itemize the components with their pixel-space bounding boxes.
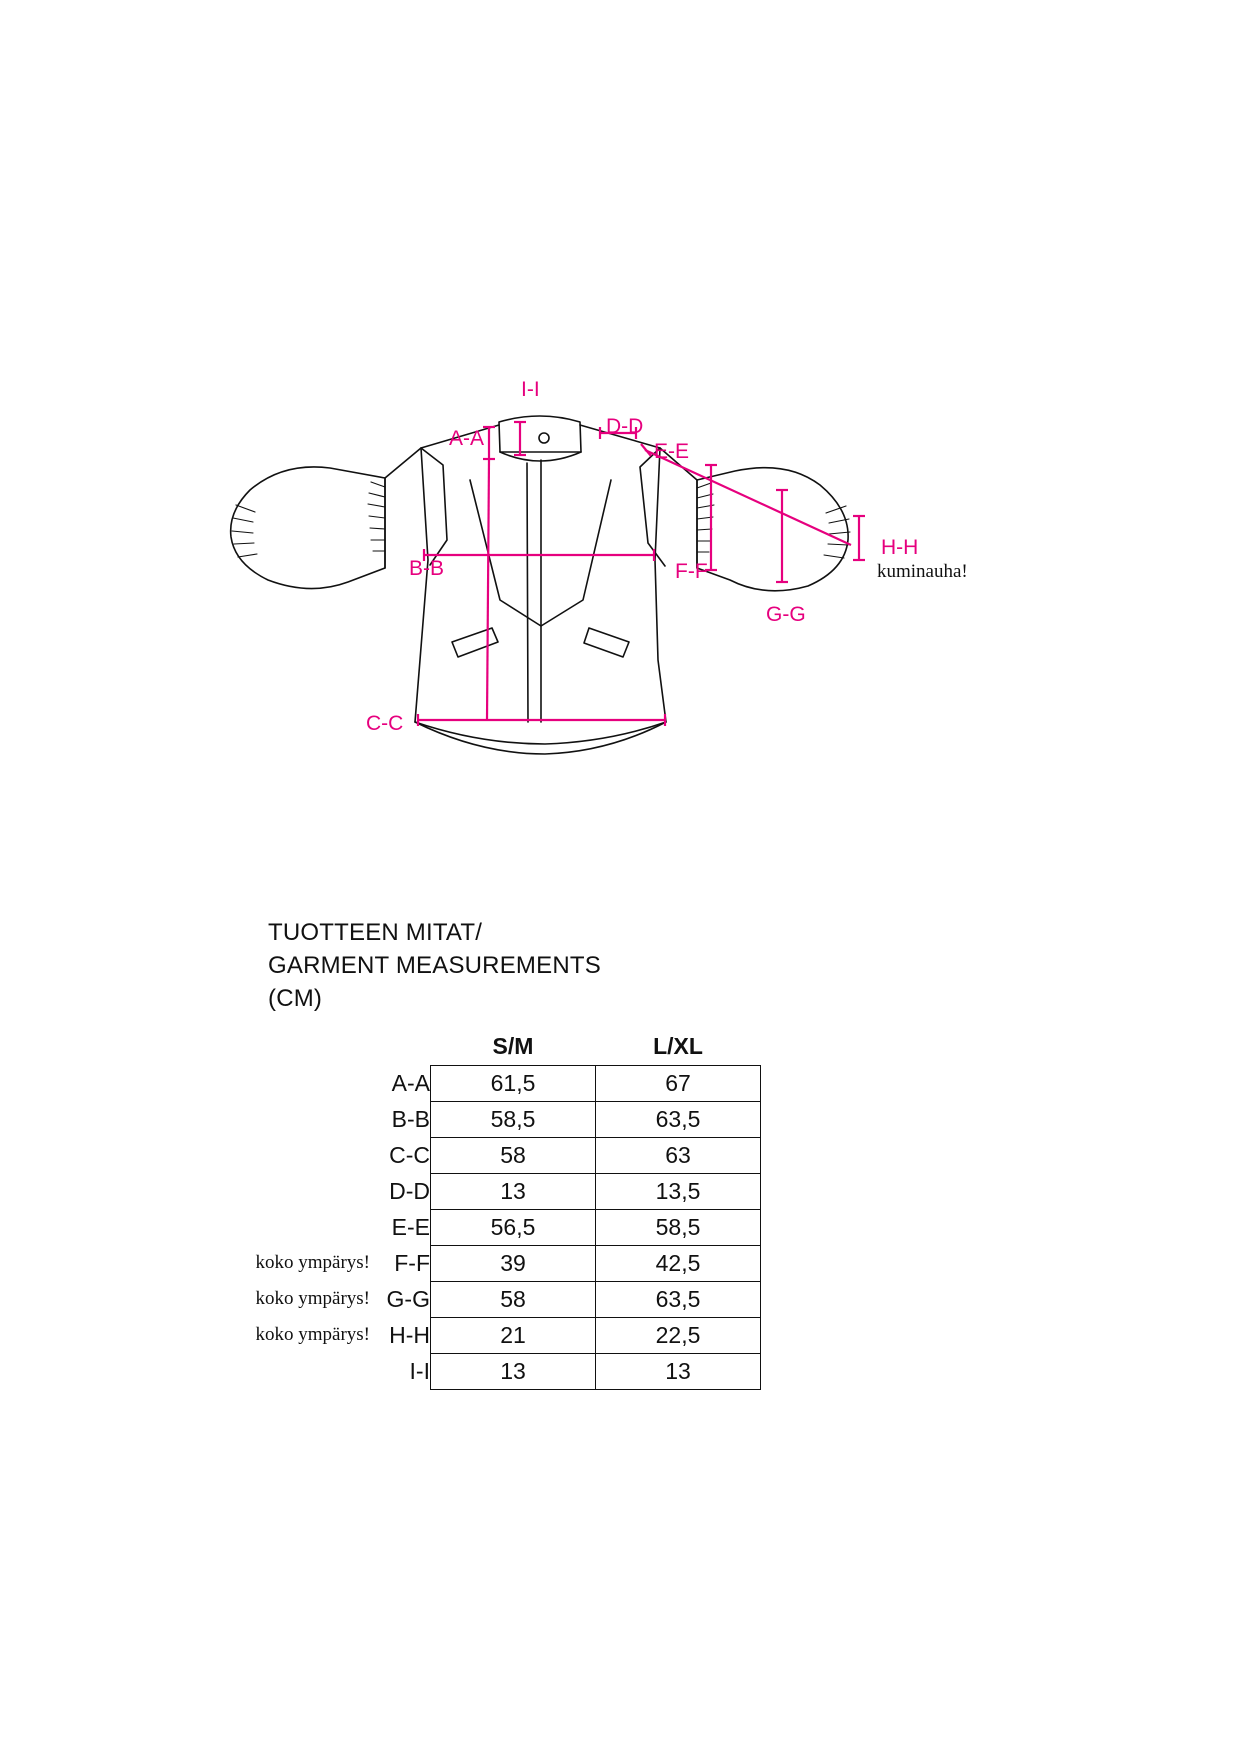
row-value-sm: 56,5 bbox=[431, 1209, 596, 1245]
measurement-table-grid bbox=[232, 1030, 761, 1390]
row-value-lxl: 42,5 bbox=[596, 1245, 761, 1281]
left-style-seam bbox=[470, 480, 541, 626]
garment-outline-group bbox=[231, 416, 850, 754]
row-value-sm: 21 bbox=[431, 1317, 596, 1353]
title-line-3: (CM) bbox=[268, 985, 323, 1013]
table-row bbox=[232, 1065, 761, 1101]
label-ii: I-I bbox=[521, 378, 540, 401]
garment-technical-drawing bbox=[0, 330, 1240, 800]
row-value-sm: 58 bbox=[431, 1137, 596, 1173]
row-label: A-A bbox=[391, 1069, 430, 1096]
hem-curve bbox=[415, 722, 666, 754]
row-note: koko ympärys! bbox=[255, 1288, 370, 1309]
garment-svg bbox=[0, 330, 1240, 800]
row-note bbox=[232, 1353, 370, 1389]
measurements-title bbox=[268, 916, 601, 1015]
left-sleeve-shape bbox=[231, 467, 385, 589]
title-line-2: GARMENT MEASUREMENTS bbox=[268, 952, 601, 980]
measurement-table bbox=[232, 1030, 832, 1390]
header-label-cell bbox=[370, 1030, 431, 1065]
label-aa: A-A bbox=[449, 427, 485, 450]
row-label: E-E bbox=[391, 1213, 430, 1240]
measure-line-aa-body bbox=[487, 459, 489, 720]
row-note: koko ympärys! bbox=[255, 1252, 370, 1273]
column-header-sm: S/M bbox=[492, 1032, 534, 1059]
row-value-sm: 39 bbox=[431, 1245, 596, 1281]
title-line-1: TUOTTEEN MITAT/ bbox=[268, 919, 483, 946]
table-row bbox=[232, 1281, 761, 1317]
table-header-row bbox=[232, 1030, 761, 1065]
label-kuminauha: kuminauha! bbox=[877, 561, 968, 582]
table-row bbox=[232, 1317, 761, 1353]
row-label: H-H bbox=[389, 1321, 430, 1348]
collar-button-icon bbox=[539, 433, 549, 443]
right-style-seam bbox=[541, 480, 611, 626]
left-pocket-welt bbox=[452, 628, 498, 657]
row-note: koko ympärys! bbox=[255, 1324, 370, 1345]
right-armhole-seam bbox=[640, 448, 665, 566]
row-label: B-B bbox=[391, 1105, 430, 1132]
row-label: C-C bbox=[389, 1141, 430, 1168]
label-dd: D-D bbox=[606, 415, 644, 438]
row-note bbox=[232, 1137, 370, 1173]
measure-line-ee bbox=[645, 450, 851, 545]
row-value-lxl: 22,5 bbox=[596, 1317, 761, 1353]
label-cc: C-C bbox=[366, 712, 404, 735]
row-value-lxl: 13,5 bbox=[596, 1173, 761, 1209]
row-label: G-G bbox=[386, 1285, 430, 1312]
table-row bbox=[232, 1137, 761, 1173]
measurement-lines-group bbox=[418, 422, 865, 726]
left-wrist-gathers bbox=[232, 505, 257, 557]
row-value-lxl: 13 bbox=[596, 1353, 761, 1389]
row-label: F-F bbox=[394, 1249, 430, 1276]
row-note bbox=[232, 1101, 370, 1137]
label-bb: B-B bbox=[409, 557, 445, 580]
row-value-sm: 58,5 bbox=[431, 1101, 596, 1137]
label-gg: G-G bbox=[766, 603, 806, 626]
row-value-lxl: 67 bbox=[596, 1065, 761, 1101]
table-row bbox=[232, 1173, 761, 1209]
right-pocket-welt bbox=[584, 628, 629, 657]
label-hh: H-H bbox=[881, 536, 919, 559]
row-note bbox=[232, 1173, 370, 1209]
label-ff: F-F bbox=[675, 560, 708, 583]
row-label: I-I bbox=[409, 1357, 430, 1384]
table-row bbox=[232, 1245, 761, 1281]
row-label: D-D bbox=[389, 1177, 430, 1204]
table-row bbox=[232, 1209, 761, 1245]
label-ee: E-E bbox=[654, 440, 690, 463]
column-header-lxl: L/XL bbox=[653, 1032, 703, 1059]
placket-edge-line bbox=[527, 463, 528, 722]
row-value-lxl: 58,5 bbox=[596, 1209, 761, 1245]
row-note bbox=[232, 1065, 370, 1101]
row-value-sm: 13 bbox=[431, 1353, 596, 1389]
row-note bbox=[232, 1209, 370, 1245]
table-row bbox=[232, 1353, 761, 1389]
row-value-sm: 13 bbox=[431, 1173, 596, 1209]
right-sleeve-shape bbox=[697, 468, 848, 591]
row-value-lxl: 63,5 bbox=[596, 1281, 761, 1317]
row-value-sm: 61,5 bbox=[431, 1065, 596, 1101]
row-value-lxl: 63 bbox=[596, 1137, 761, 1173]
left-cuff-gathers bbox=[368, 482, 385, 551]
row-value-lxl: 63,5 bbox=[596, 1101, 761, 1137]
table-row bbox=[232, 1101, 761, 1137]
row-value-sm: 58 bbox=[431, 1281, 596, 1317]
header-note-cell bbox=[232, 1030, 370, 1065]
